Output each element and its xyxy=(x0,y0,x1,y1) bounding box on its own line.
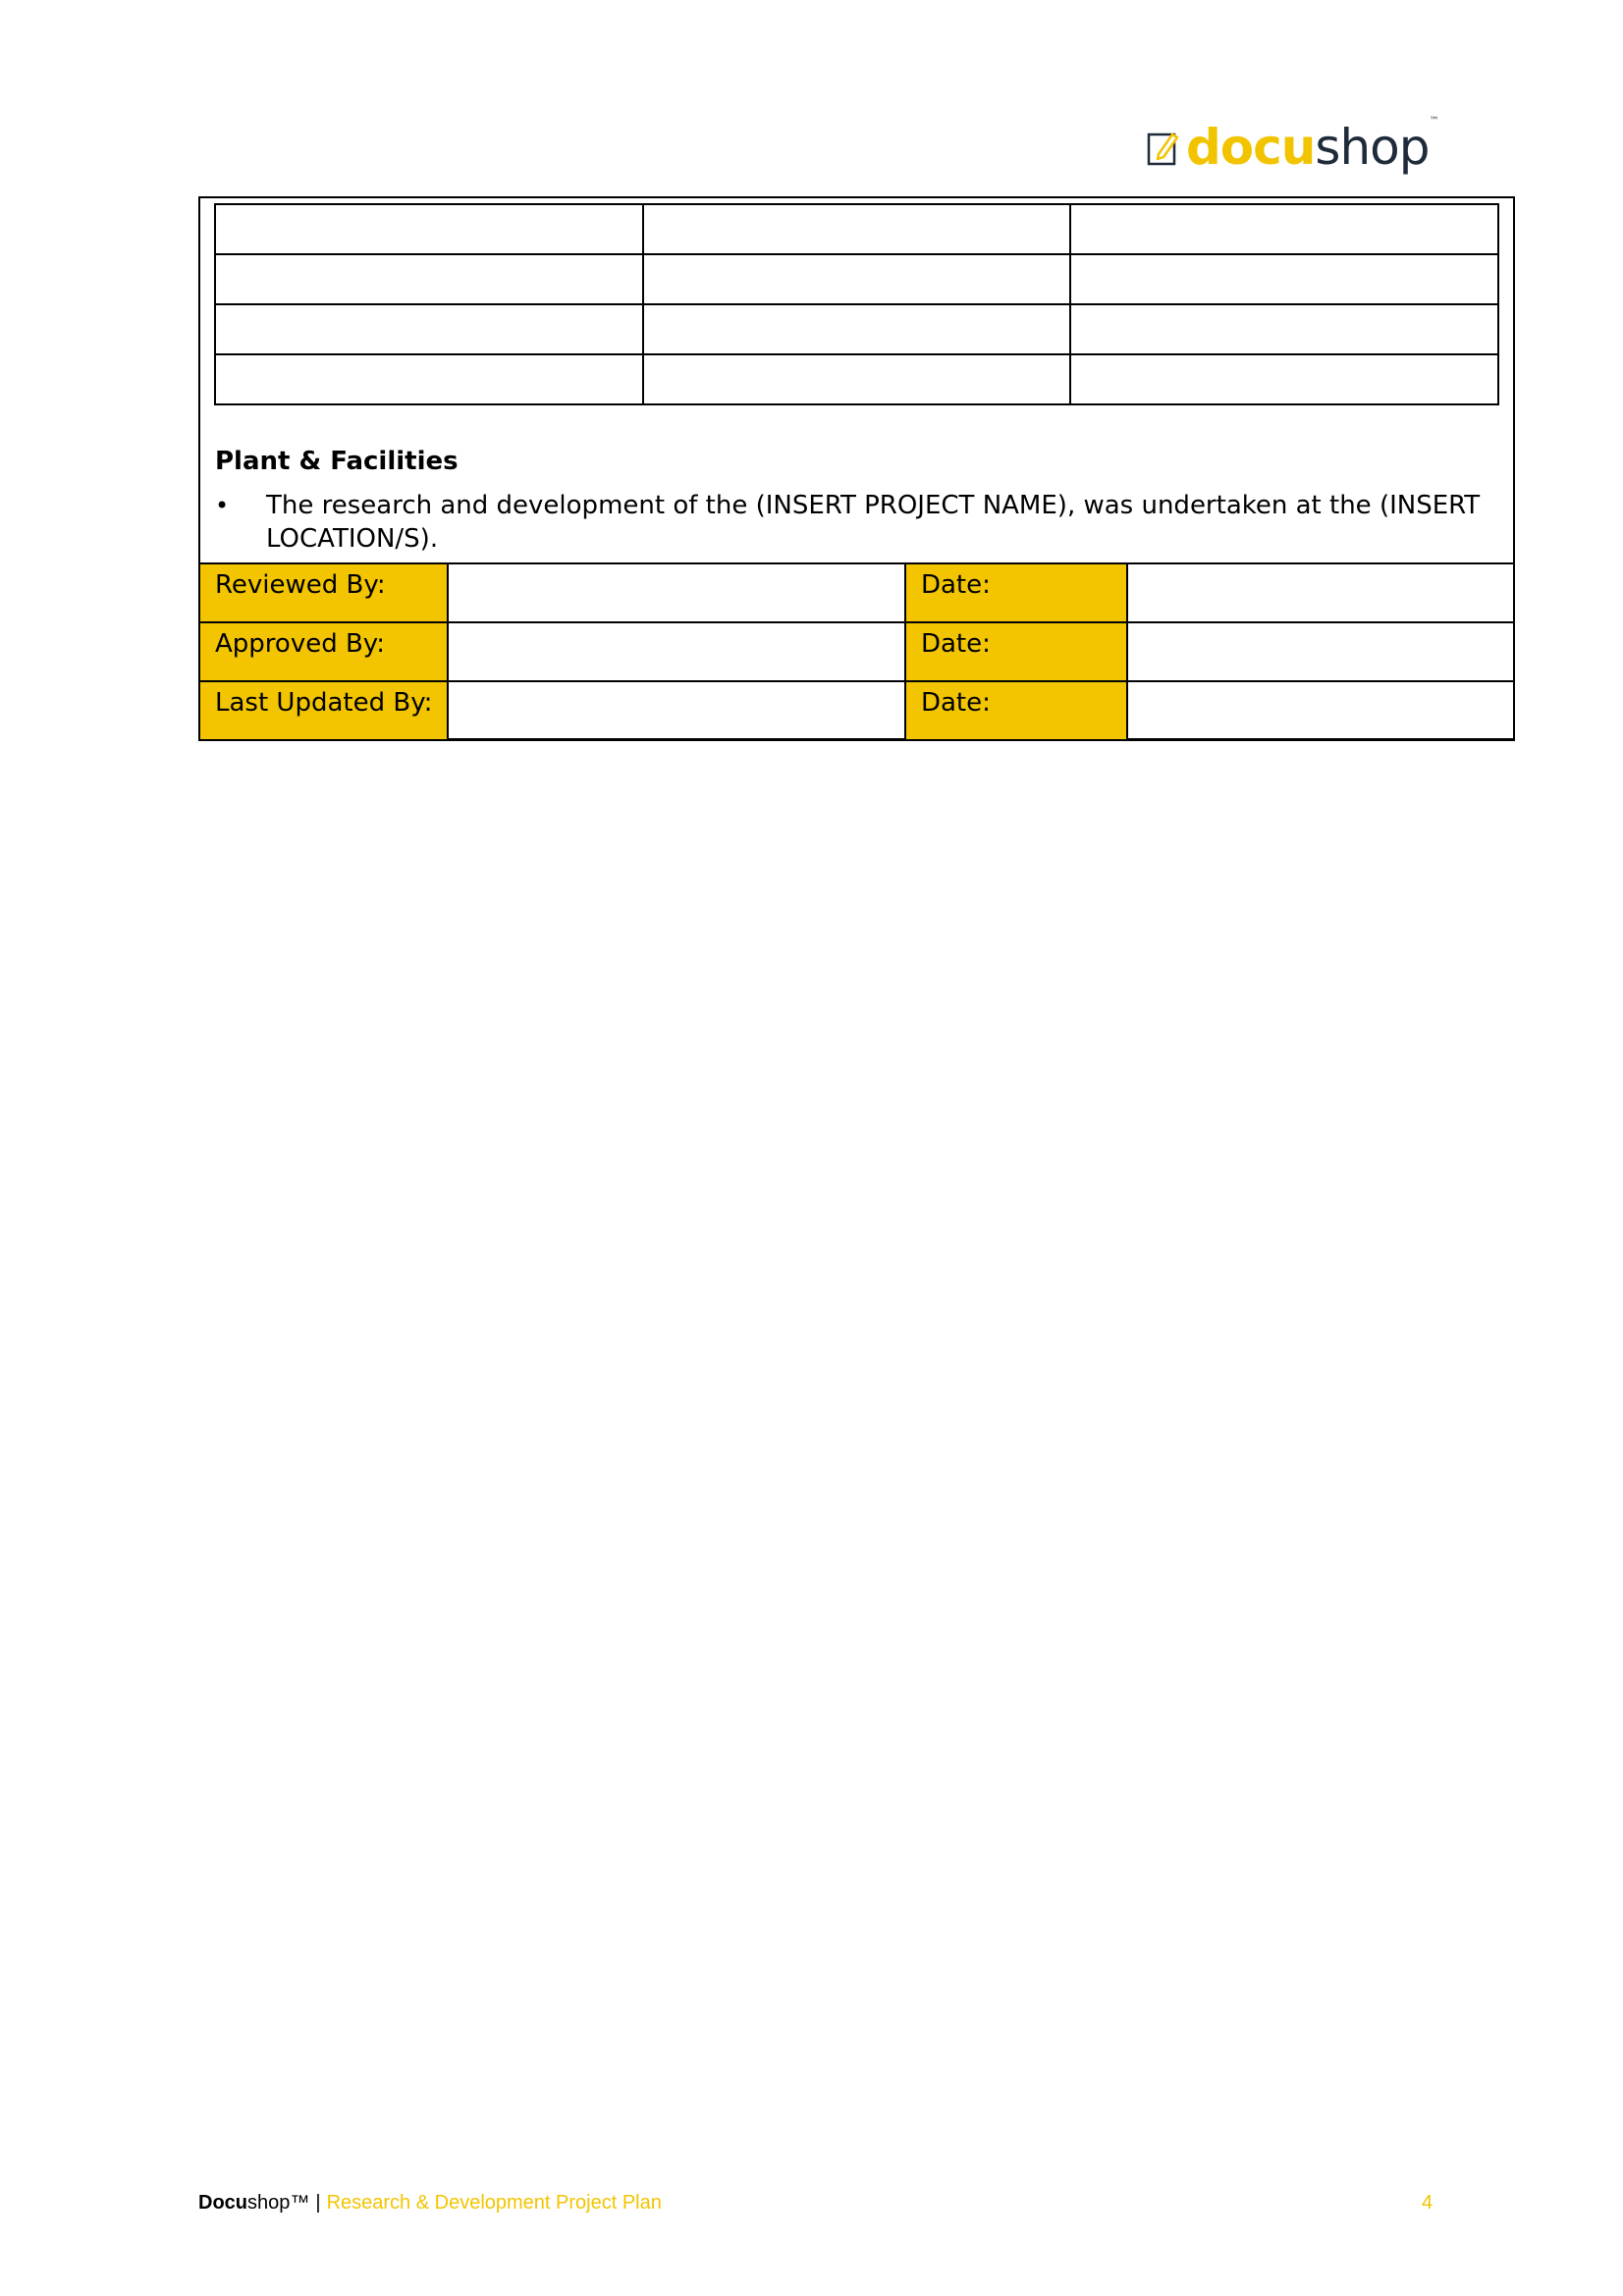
review-table xyxy=(198,562,1515,741)
table-row xyxy=(199,563,1514,622)
logo-trademark: ™ xyxy=(1429,116,1438,127)
table-cell[interactable] xyxy=(643,204,1071,254)
docushop-logo xyxy=(1147,116,1437,179)
table-cell[interactable] xyxy=(643,254,1071,304)
bullet-item xyxy=(215,489,1491,556)
section-heading: Plant & Facilities xyxy=(215,447,459,476)
last-updated-date-label: Date: xyxy=(905,681,1127,740)
approved-by-field[interactable] xyxy=(448,622,905,681)
bullet-glyph: • xyxy=(215,492,230,519)
last-updated-date-field[interactable] xyxy=(1127,681,1514,740)
footer-document-title: Research & Development Project Plan xyxy=(326,2192,662,2214)
pencil-note-icon xyxy=(1147,129,1180,166)
table-cell[interactable] xyxy=(215,204,643,254)
table-row xyxy=(215,304,1498,354)
approved-date-field[interactable] xyxy=(1127,622,1514,681)
table-row xyxy=(215,254,1498,304)
logo-wordmark xyxy=(1186,116,1438,176)
table-cell[interactable] xyxy=(215,354,643,404)
table-row xyxy=(199,681,1514,740)
page-number: 4 xyxy=(1422,2192,1434,2214)
reviewed-by-label: Reviewed By: xyxy=(199,563,448,622)
table-row xyxy=(215,354,1498,404)
last-updated-by-field[interactable] xyxy=(448,681,905,740)
table-cell[interactable] xyxy=(215,254,643,304)
footer-brand-bold: Docu xyxy=(198,2192,247,2214)
empty-grid-table xyxy=(214,203,1499,405)
table-cell[interactable] xyxy=(1070,304,1498,354)
last-updated-by-label: Last Updated By: xyxy=(199,681,448,740)
table-row xyxy=(215,204,1498,254)
bullet-text: The research and development of the (INSERT PROJECT NAME), was undertaken at the (INSERT LOCATION/S). xyxy=(266,491,1481,554)
table-cell[interactable] xyxy=(1070,254,1498,304)
reviewed-by-field[interactable] xyxy=(448,563,905,622)
approved-date-label: Date: xyxy=(905,622,1127,681)
logo-part-shop: shop xyxy=(1315,119,1430,176)
page-footer xyxy=(198,2192,662,2215)
footer-separator: | xyxy=(315,2192,321,2214)
logo-part-docu: docu xyxy=(1186,119,1316,176)
reviewed-date-label: Date: xyxy=(905,563,1127,622)
reviewed-date-field[interactable] xyxy=(1127,563,1514,622)
table-cell[interactable] xyxy=(643,304,1071,354)
approved-by-label: Approved By: xyxy=(199,622,448,681)
footer-brand: shop™ xyxy=(247,2192,310,2214)
table-cell[interactable] xyxy=(1070,204,1498,254)
table-cell[interactable] xyxy=(1070,354,1498,404)
table-row xyxy=(199,622,1514,681)
table-cell[interactable] xyxy=(215,304,643,354)
table-cell[interactable] xyxy=(643,354,1071,404)
